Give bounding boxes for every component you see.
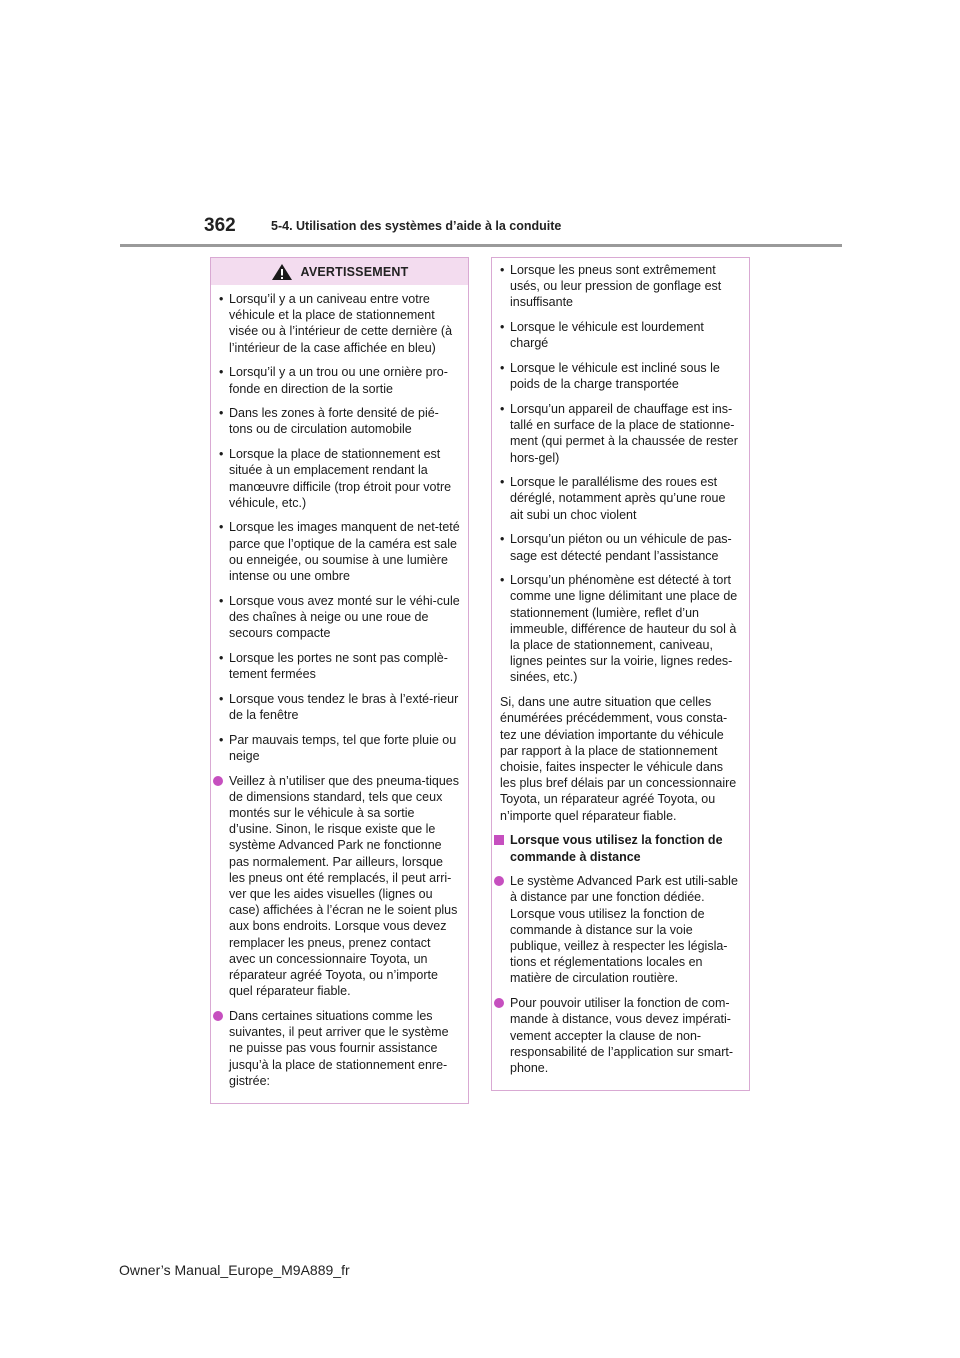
- bullet-dot: •: [219, 447, 224, 462]
- list-item: • Par mauvais temps, tel que forte pluie ou neige: [219, 732, 457, 763]
- section-title: 5-4. Utilisation des systèmes d’aide à la conduite: [271, 219, 562, 233]
- bullet-dot: •: [500, 475, 505, 490]
- list-item: • Lorsque le véhicule est lourdement chargé: [500, 320, 704, 351]
- list-item: • Dans les zones à forte densité de pié-tons ou de circulation automobile: [219, 406, 439, 437]
- bullet-dot: •: [500, 320, 505, 335]
- bullet-dot: •: [500, 532, 505, 547]
- list-item: • Lorsqu’un appareil de chauffage est ins-tallé en surface de la place de stationne-ment (qui permet à la chaussée de rester hors-gel): [500, 401, 738, 465]
- list-item: • Lorsqu’il y a un trou ou une ornière pro-fonde en direction de la sortie: [219, 365, 448, 396]
- circle-marker-icon: [494, 876, 504, 886]
- continued-box: [491, 257, 750, 1091]
- note-item: Dans certaines situations comme les suivantes, il peut arriver que le système ne puisse pas vous fournir assistance jusqu’à la place de stationnement enre-gistrée:: [219, 1008, 460, 1089]
- warning-title: AVERTISSEMENT: [300, 264, 409, 279]
- bullet-dot: •: [500, 573, 505, 588]
- list-item: • Lorsque vous tendez le bras à l’exté-rieur de la fenêtre: [219, 691, 459, 722]
- list-item: • Lorsque le parallélisme des roues est déréglé, notamment après qu’une roue ait subi un choc violent: [500, 475, 726, 522]
- bullet-dot: •: [219, 365, 224, 380]
- list-item: • Lorsque les pneus sont extrêmement usés, ou leur pression de gonflage est insuffisante: [500, 263, 722, 310]
- circle-marker-icon: [213, 776, 223, 786]
- list-item: • Lorsqu’un phénomène est détecté à tort comme une ligne délimitant une place de stationnement (lumière, reflet d’un immeuble, différence de hauteur du sol à la place de stationnement, caniveau, lignes peintes sur la voirie, lignes redes-sinées, etc.): [500, 573, 738, 685]
- subheading: Lorsque vous utilisez la fonction de commande à distance: [500, 832, 741, 864]
- circle-marker-icon: [494, 998, 504, 1008]
- list-item: • Lorsque vous avez monté sur le véhi-cule des chaînes à neige ou une roue de secours compacte: [219, 593, 460, 641]
- warning-header: [211, 258, 468, 285]
- square-marker-icon: [494, 835, 504, 845]
- bullet-dot: •: [219, 650, 224, 665]
- list-item: • Lorsqu’il y a un caniveau entre votre véhicule et la place de stationnement visée ou à l’intérieur de cette dernière (à l’intérieur de la case affichée en bleu): [219, 292, 453, 355]
- warning-bullet-list: [219, 291, 460, 764]
- bullet-dot: •: [219, 292, 224, 306]
- list-item: • Lorsque les images manquent de net-teté parce que l’optique de la caméra est sale ou enneigée, ou soumise à une lumière intense ou une ombre: [219, 520, 460, 584]
- list-item: • Lorsqu’un piéton ou un véhicule de pas-sage est détecté pendant l’assistance: [500, 532, 732, 563]
- list-item: • Lorsque les portes ne sont pas complè-tement fermées: [219, 650, 448, 682]
- footer-text: Owner’s Manual_Europe_M9A889_fr: [119, 1262, 350, 1278]
- page-number: 362: [204, 215, 236, 236]
- bullet-dot: •: [219, 520, 224, 535]
- note-item: Veillez à n’utiliser que des pneuma-tiques de dimensions standard, tels que ceux montés sur le véhicule à sa sortie d’usine. Sinon, le risque existe que le système Advanced Park ne fonctionne pas normalement. Par ailleurs, lorsque les pneus ont été remplacés, il peut arri-ver que les aides visuelles (lignes ou case) affichées à l’écran ne le soient plus aux bons endroits. Lorsque vous devez remplacer les pneus, prenez contact avec un concessionnaire Toyota, un réparateur agréé Toyota, ou n’importe quel réparateur fiable.: [219, 773, 460, 1000]
- note-item: Le système Advanced Park est utili-sable à distance par une fonction dédiée. Lorsque vous utilisez la fonction de commande à distance sur la voie publique, veillez à respecter les législa-tions et réglementations locales en matière de circulation routière.: [500, 873, 741, 986]
- list-item: • Lorsque la place de stationnement est située à un emplacement rendant la manœuvre difficile (trop étroit pour votre véhicule, etc.): [219, 447, 452, 510]
- continued-bullet-list: [500, 262, 741, 686]
- list-item: • Lorsque le véhicule est incliné sous le poids de la charge transportée: [500, 361, 720, 392]
- note-item: Pour pouvoir utiliser la fonction de com-mande à distance, vous devez impérati-vement accepter la clause de non-responsabilité de l’application sur smart-phone.: [500, 995, 741, 1076]
- bullet-dot: •: [500, 361, 505, 376]
- bullet-dot: •: [219, 593, 224, 608]
- bullet-dot: •: [219, 732, 224, 747]
- bullet-dot: •: [219, 406, 224, 421]
- advisory-paragraph: Si, dans une autre situation que celles énumérées précédemment, vous consta-tez une déviation importante du véhicule par rapport à la place de stationnement choisie, faites inspecter le véhicule dans les plus bref délais par un concessionnaire Toyota, un réparateur agréé Toyota, ou n’importe quel réparateur fiable.: [500, 695, 737, 823]
- warning-box: [210, 257, 469, 1104]
- bullet-dot: •: [219, 691, 224, 706]
- warning-triangle-icon: [271, 263, 293, 281]
- header-rule: [120, 244, 842, 247]
- circle-marker-icon: [213, 1011, 223, 1021]
- bullet-dot: •: [500, 401, 505, 416]
- bullet-dot: •: [500, 263, 505, 277]
